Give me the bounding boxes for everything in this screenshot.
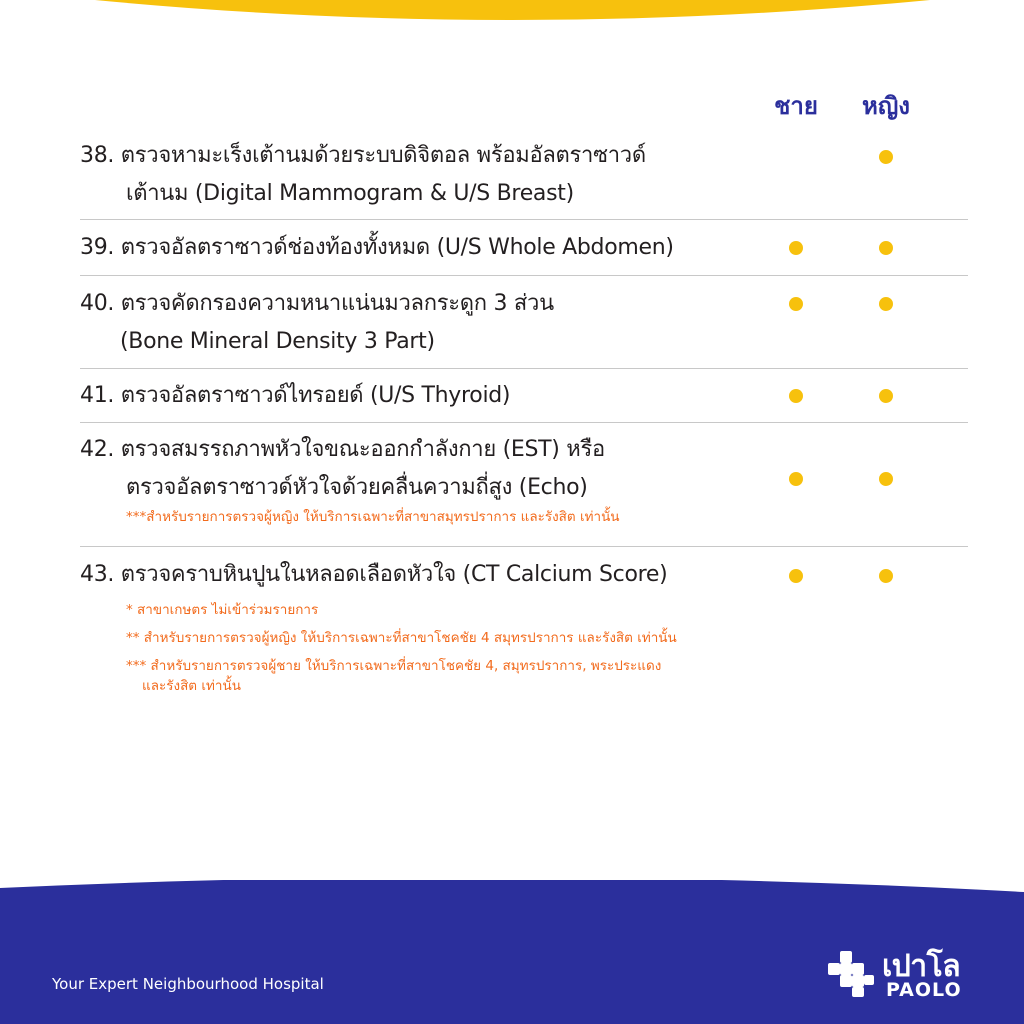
female-dot-icon <box>879 150 893 164</box>
item-note: * สาขาเกษตร ไม่เข้าร่วมรายการ <box>126 602 319 618</box>
item-note: *** สำหรับรายการตรวจผู้ชาย ให้บริการเฉพาะที่สาขาโชคชัย 4, สมุทรปราการ, พระประแดง <box>126 658 662 674</box>
item-title-cont: เต้านม (Digital Mammogram & U/S Breast) <box>126 181 574 206</box>
footer-tagline: Your Expert Neighbourhood Hospital <box>52 975 324 993</box>
table-row <box>80 126 968 220</box>
item-title: 39. ตรวจอัลตราซาวด์ช่องท้องทั้งหมด (U/S Whole Abdomen) <box>80 235 674 260</box>
table-row <box>80 220 968 276</box>
item-title: 42. ตรวจสมรรถภาพหัวใจขณะออกกำลังกาย (EST) หรือ <box>80 437 605 462</box>
male-dot-icon <box>789 569 803 583</box>
female-dot-icon <box>879 241 893 255</box>
item-note: ** สำหรับรายการตรวจผู้หญิง ให้บริการเฉพาะที่สาขาโชคชัย 4 สมุทรปราการ และรังสิต เท่านั้น <box>126 630 677 646</box>
male-dot-icon <box>789 472 803 486</box>
female-dot-icon <box>879 389 893 403</box>
item-note: ***สำหรับรายการตรวจผู้หญิง ให้บริการเฉพาะที่สาขาสมุทรปราการ และรังสิต เท่านั้น <box>126 509 620 525</box>
table-row <box>80 276 968 369</box>
female-dot-icon <box>879 569 893 583</box>
logo-english-text: PAOLO <box>886 979 962 1001</box>
item-title-cont: (Bone Mineral Density 3 Part) <box>120 329 435 354</box>
female-dot-icon <box>879 472 893 486</box>
item-note-cont: และรังสิต เท่านั้น <box>142 678 241 694</box>
table-row <box>80 369 968 423</box>
paolo-logo <box>826 945 986 1005</box>
table-row <box>80 547 968 707</box>
header-female: หญิง <box>862 92 910 120</box>
logo-thai-text: เปาโล <box>882 949 961 984</box>
header-male: ชาย <box>774 92 818 120</box>
column-headers <box>0 86 1024 126</box>
item-title: 40. ตรวจคัดกรองความหนาแน่นมวลกระดูก 3 ส่วน <box>80 291 554 316</box>
medical-cross-icon <box>826 949 878 1001</box>
table-row <box>80 423 968 547</box>
item-title: 43. ตรวจคราบหินปูนในหลอดเลือดหัวใจ (CT Calcium Score) <box>80 562 668 587</box>
top-yellow-arc <box>0 0 1024 40</box>
checkup-items-table <box>80 126 968 707</box>
item-title-cont: ตรวจอัลตราซาวด์หัวใจด้วยคลื่นความถี่สูง (Echo) <box>126 475 588 500</box>
male-dot-icon <box>789 389 803 403</box>
male-dot-icon <box>789 297 803 311</box>
female-dot-icon <box>879 297 893 311</box>
item-title: 41. ตรวจอัลตราซาวด์ไทรอยด์ (U/S Thyroid) <box>80 383 511 408</box>
item-title: 38. ตรวจหามะเร็งเต้านมด้วยระบบดิจิตอล พร้อมอัลตราซาวด์ <box>80 143 646 168</box>
male-dot-icon <box>789 241 803 255</box>
